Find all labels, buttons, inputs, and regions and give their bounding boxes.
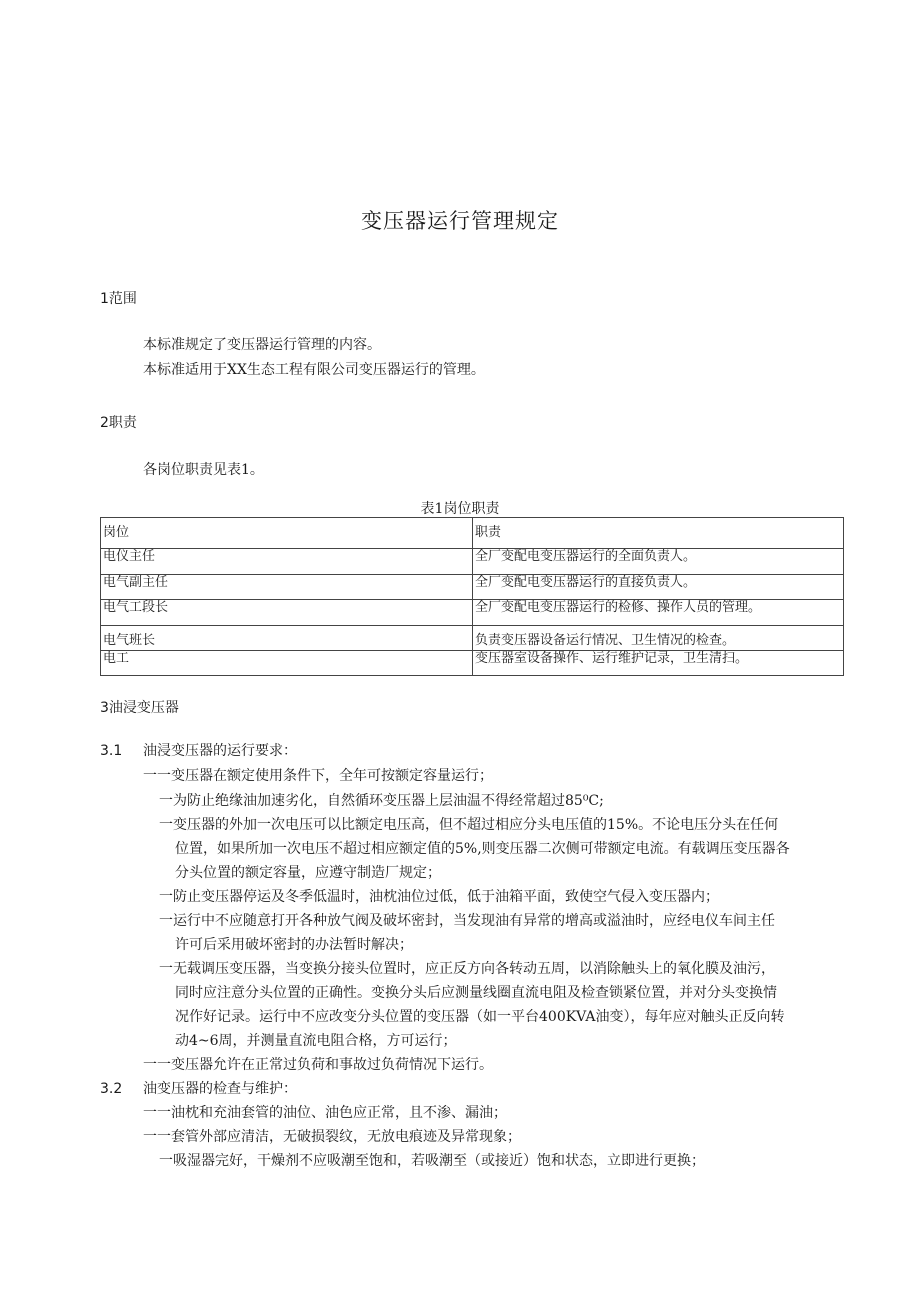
section-3-heading: 3油浸变压器 xyxy=(100,700,179,716)
list-item: 一无载调压变压器，当变换分接头位置时，应正反方向各转动五周，以消除触头上的氧化膜及油污， xyxy=(159,961,775,977)
list-item-continuation: 况作好记录。运行中不应改变分头位置的变压器（如一平台400KVA油变），每年应对触头正反向转 xyxy=(175,1009,785,1025)
table-cell: 电气班长 xyxy=(101,626,473,651)
table-cell: 负责变压器设备运行情况、卫生情况的检查。 xyxy=(473,626,844,651)
list-item: 一一变压器允许在正常过负荷和事故过负荷情况下运行。 xyxy=(143,1057,493,1073)
list-item: 一吸湿器完好，干燥剂不应吸潮至饱和，若吸潮至（或接近）饱和状态，立即进行更换； xyxy=(159,1153,705,1169)
table-row xyxy=(101,651,844,676)
section-2-heading: 2职责 xyxy=(100,415,137,431)
table-header-cell: 职责 xyxy=(473,518,844,549)
table-cell: 电气副主任 xyxy=(101,575,473,600)
duty-table xyxy=(100,517,844,676)
list-item: 一一油枕和充油套管的油位、油色应正常，且不渗、漏油； xyxy=(143,1105,507,1121)
list-item: 一一套管外部应清洁，无破损裂纹，无放电痕迹及异常现象； xyxy=(143,1129,521,1145)
list-item: 一一变压器在额定使用条件下，全年可按额定容量运行； xyxy=(143,768,493,784)
list-item-continuation: 动4~6周，并测量直流电阻合格，方可运行； xyxy=(175,1033,457,1049)
list-item: 一为防止绝缘油加速劣化，自然循环变压器上层油温不得经常超过85⁰C; xyxy=(159,793,604,809)
list-item-continuation: 分头位置的额定容量，应遵守制造厂规定； xyxy=(175,865,441,881)
table-row xyxy=(101,575,844,600)
subsection-3-2-number: 3.2 xyxy=(100,1081,123,1097)
subsection-3-1-number: 3.1 xyxy=(100,743,123,759)
table-cell: 电工 xyxy=(101,651,473,676)
subsection-3-2-title: 油变压器的检查与维护： xyxy=(143,1081,297,1097)
section-1-paragraph-2: 本标准适用于XX生态工程有限公司变压器运行的管理。 xyxy=(143,362,485,378)
table-header-cell: 岗位 xyxy=(101,518,473,549)
table-cell: 全厂变配电变压器运行的检修、操作人员的管理。 xyxy=(473,600,844,626)
list-item-continuation: 同时应注意分头位置的正确性。变换分头后应测量线圈直流电阻及检查锁紧位置，并对分头变换情 xyxy=(175,985,777,1001)
page-title: 变压器运行管理规定 xyxy=(361,209,559,233)
list-item: 一防止变压器停运及冬季低温时，油枕油位过低，低于油箱平面，致使空气侵入变压器内； xyxy=(159,889,719,905)
subsection-3-1-title: 油浸变压器的运行要求： xyxy=(143,743,297,759)
table-cell: 全厂变配电变压器运行的直接负责人。 xyxy=(473,575,844,600)
list-item: 一变压器的外加一次电压可以比额定电压高，但不超过相应分头电压值的15%。不论电压分头在任何 xyxy=(159,817,779,833)
list-item: 一运行中不应随意打开各种放气阀及破坏密封，当发现油有异常的增高或溢油时，应经电仪车间主任 xyxy=(159,913,775,929)
table-cell: 电仪主任 xyxy=(101,549,473,575)
section-2-paragraph-1: 各岗位职责见表1。 xyxy=(143,462,264,478)
table-cell: 电气工段长 xyxy=(101,600,473,626)
list-item-continuation: 位置，如果所加一次电压不超过相应额定值的5%,则变压器二次侧可带额定电流。有载调压变压器各 xyxy=(175,841,790,857)
table-header-row xyxy=(101,518,844,549)
table-row xyxy=(101,600,844,626)
table-caption: 表1岗位职责 xyxy=(420,501,500,517)
table-cell: 变压器室设备操作、运行维护记录，卫生清扫。 xyxy=(473,651,844,676)
table-row xyxy=(101,626,844,651)
section-1-paragraph-1: 本标准规定了变压器运行管理的内容。 xyxy=(143,337,381,353)
list-item-continuation: 许可后采用破坏密封的办法暂时解决； xyxy=(175,937,413,953)
table-row xyxy=(101,549,844,575)
table-cell: 全厂变配电变压器运行的全面负责人。 xyxy=(473,549,844,575)
section-1-heading: 1范围 xyxy=(100,291,137,307)
